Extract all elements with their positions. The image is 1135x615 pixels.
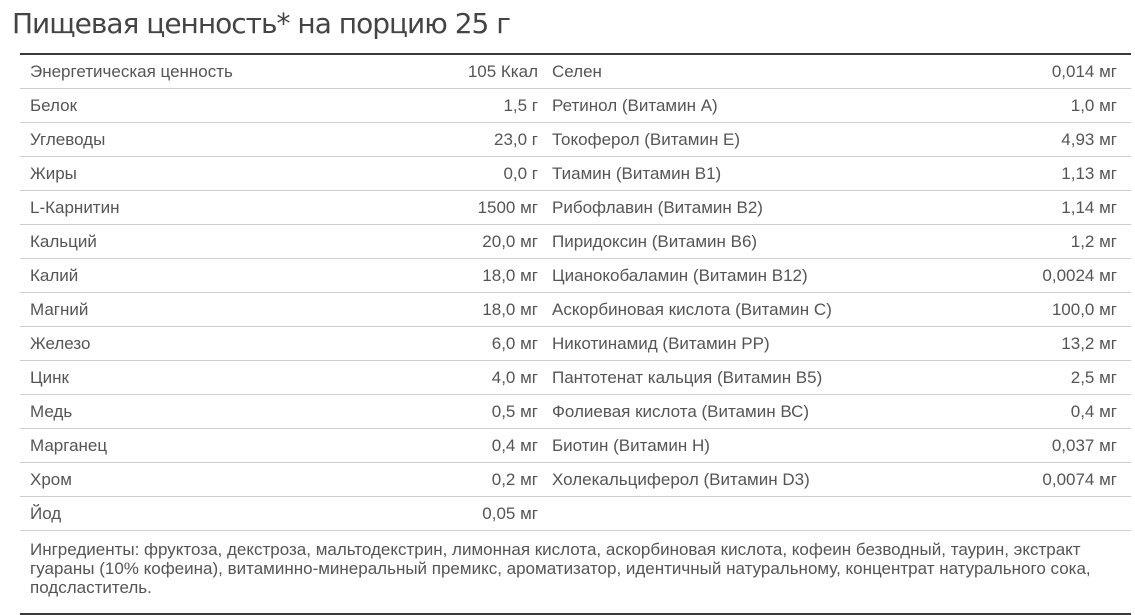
- nutrient-name: Железо: [20, 327, 390, 361]
- nutrient-amount: 4,93 мг: [972, 123, 1131, 157]
- nutrient-amount: 1,5 г: [390, 89, 545, 123]
- nutrient-amount: 0,014 мг: [972, 55, 1131, 89]
- nutrient-name: Йод: [20, 497, 390, 531]
- table-row: [20, 259, 1131, 293]
- table-row: [20, 89, 1131, 123]
- nutrient-name: Пиридоксин (Витамин В6): [545, 225, 972, 259]
- nutrient-name: Магний: [20, 293, 390, 327]
- nutrient-amount: 18,0 мг: [390, 293, 545, 327]
- nutrient-amount: 1,14 мг: [972, 191, 1131, 225]
- nutrient-amount: 0,0 г: [390, 157, 545, 191]
- nutrient-amount: 0,4 мг: [390, 429, 545, 463]
- nutrient-name: Аскорбиновая кислота (Витамин С): [545, 293, 972, 327]
- nutrient-amount: 0,4 мг: [972, 395, 1131, 429]
- nutrient-name: Цианокобаламин (Витамин В12): [545, 259, 972, 293]
- nutrition-table: [20, 53, 1131, 531]
- table-row: [20, 293, 1131, 327]
- nutrient-amount: 0,2 мг: [390, 463, 545, 497]
- nutrient-name: Ретинол (Витамин А): [545, 89, 972, 123]
- nutrient-amount: 0,0024 мг: [972, 259, 1131, 293]
- nutrient-amount: 0,05 мг: [390, 497, 545, 531]
- page-title: Пищевая ценность* на порцию 25 г: [12, 7, 510, 40]
- table-row: [20, 327, 1131, 361]
- nutrient-name: [545, 497, 972, 531]
- nutrient-name: L-Карнитин: [20, 191, 390, 225]
- nutrient-amount: 23,0 г: [390, 123, 545, 157]
- nutrient-amount: 0,0074 мг: [972, 463, 1131, 497]
- nutrient-name: Углеводы: [20, 123, 390, 157]
- nutrient-amount: 1,2 мг: [972, 225, 1131, 259]
- table-row: [20, 361, 1131, 395]
- nutrient-name: Токоферол (Витамин Е): [545, 123, 972, 157]
- nutrient-name: Никотинамид (Витамин РР): [545, 327, 972, 361]
- nutrient-name: Рибофлавин (Витамин В2): [545, 191, 972, 225]
- table-row: [20, 157, 1131, 191]
- table-row: [20, 497, 1131, 531]
- table-row: [20, 225, 1131, 259]
- nutrient-name: Фолиевая кислота (Витамин ВС): [545, 395, 972, 429]
- nutrient-amount: 13,2 мг: [972, 327, 1131, 361]
- nutrient-amount: 100,0 мг: [972, 293, 1131, 327]
- table-row: [20, 191, 1131, 225]
- table-row: [20, 55, 1131, 89]
- nutrient-amount: 0,5 мг: [390, 395, 545, 429]
- nutrient-amount: 6,0 мг: [390, 327, 545, 361]
- nutrient-name: Пантотенат кальция (Витамин В5): [545, 361, 972, 395]
- nutrition-table-body: [20, 55, 1131, 531]
- nutrient-name: Белок: [20, 89, 390, 123]
- nutrient-amount: [972, 497, 1131, 531]
- nutrient-amount: 4,0 мг: [390, 361, 545, 395]
- nutrient-amount: 18,0 мг: [390, 259, 545, 293]
- nutrient-name: Тиамин (Витамин В1): [545, 157, 972, 191]
- nutrient-name: Кальций: [20, 225, 390, 259]
- nutrient-name: Хром: [20, 463, 390, 497]
- nutrient-name: Биотин (Витамин Н): [545, 429, 972, 463]
- nutrient-amount: 1,13 мг: [972, 157, 1131, 191]
- nutrient-amount: 1500 мг: [390, 191, 545, 225]
- ingredients-text: Ингредиенты: фруктоза, декстроза, мальтодекстрин, лимонная кислота, аскорбиновая кислота, кофеин безводный, таурин, экстракт гуараны (10% кофеина), витаминно-минеральный премикс, ароматизатор, идентичный натуральному, концентрат натурального сока, подсластитель.: [20, 534, 1131, 615]
- nutrient-name: Холекальциферол (Витамин D3): [545, 463, 972, 497]
- nutrient-name: Медь: [20, 395, 390, 429]
- nutrient-name: Цинк: [20, 361, 390, 395]
- table-row: [20, 429, 1131, 463]
- nutrient-amount: 20,0 мг: [390, 225, 545, 259]
- nutrient-name: Жиры: [20, 157, 390, 191]
- table-row: [20, 123, 1131, 157]
- nutrient-amount: 2,5 мг: [972, 361, 1131, 395]
- nutrient-amount: 1,0 мг: [972, 89, 1131, 123]
- table-row: [20, 395, 1131, 429]
- nutrient-name: Марганец: [20, 429, 390, 463]
- nutrient-amount: 0,037 мг: [972, 429, 1131, 463]
- table-row: [20, 463, 1131, 497]
- nutrient-amount: 105 Ккал: [390, 55, 545, 89]
- nutrient-name: Калий: [20, 259, 390, 293]
- nutrient-name: Селен: [545, 55, 972, 89]
- nutrient-name: Энергетическая ценность: [20, 55, 390, 89]
